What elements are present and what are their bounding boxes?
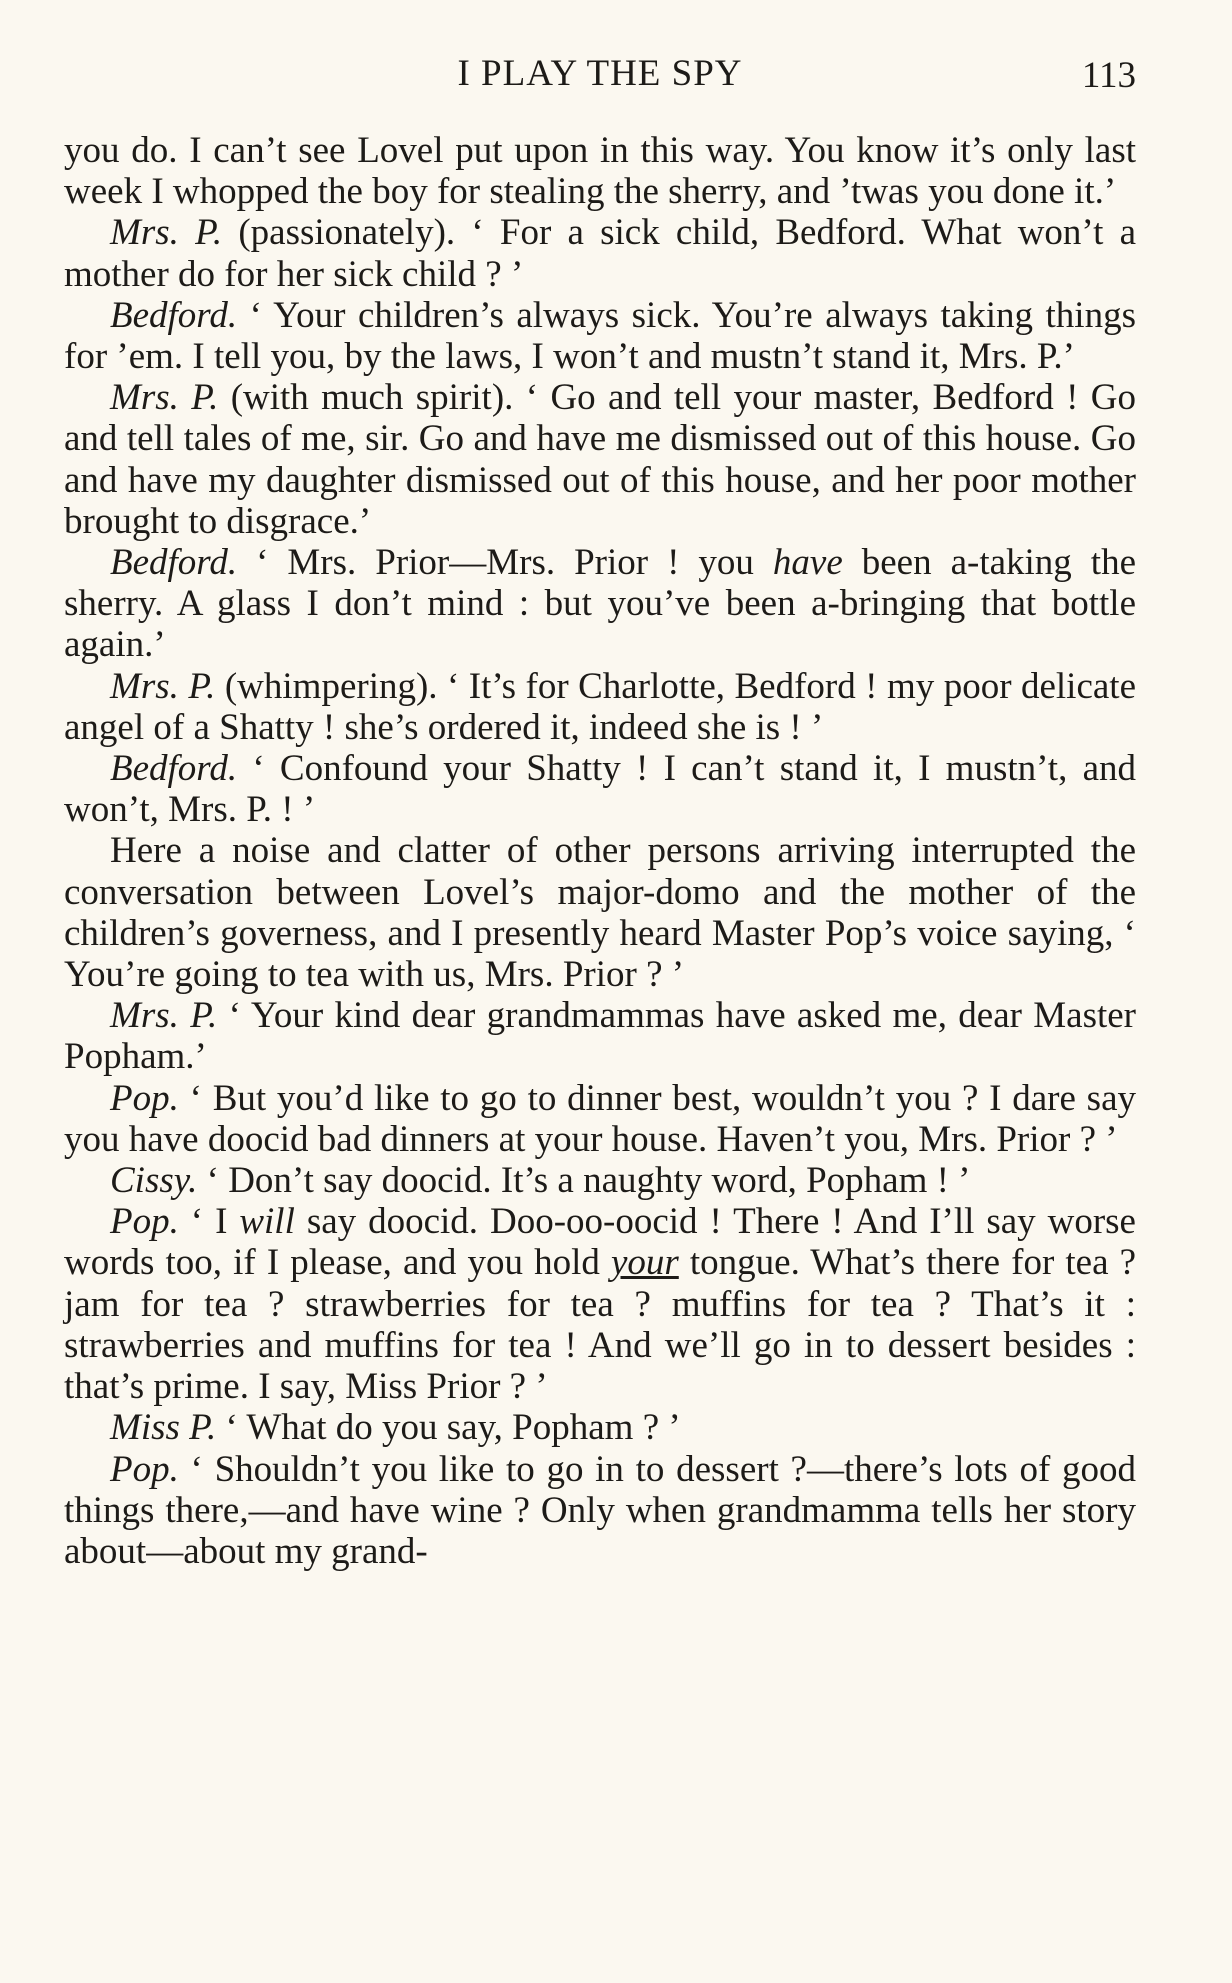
paragraph bbox=[64, 830, 1136, 995]
chapter-title: I PLAY THE SPY bbox=[457, 53, 743, 94]
paragraph bbox=[64, 212, 1136, 294]
speaker-name: Pop. bbox=[110, 1201, 179, 1243]
paragraph bbox=[64, 1160, 1136, 1201]
speaker-name: Pop. bbox=[110, 1077, 179, 1119]
speaker-name: Mrs. P. bbox=[110, 665, 216, 707]
speech-text: (with much spirit). ‘ Go and tell your master, Bedford ! Go and tell tales of me, sir. Go and have me dismissed out of this house. Go and have my daughter dismissed out of this house, and her poor mother brought to disgrace.’ bbox=[64, 377, 1136, 542]
paragraph-text: you do. I can’t see Lovel put upon in this way. You know it’s only last week I whopped the boy for stealing the sherry, and ’twas you done it.’ bbox=[64, 130, 1136, 213]
speech-text: ‘ What do you say, Popham ? ’ bbox=[216, 1407, 681, 1449]
speech-text: ‘ Confound your Shatty ! I can’t stand it, I mustn’t, and won’t, Mrs. P. ! ’ bbox=[64, 748, 1136, 831]
emphasis-text: will bbox=[239, 1201, 295, 1243]
paragraph bbox=[64, 130, 1136, 212]
speaker-name: Pop. bbox=[110, 1448, 179, 1490]
paragraph bbox=[64, 995, 1136, 1077]
emphasis-text: have bbox=[772, 542, 843, 584]
paragraph bbox=[64, 666, 1136, 748]
paragraph bbox=[64, 377, 1136, 542]
running-head bbox=[60, 52, 1140, 102]
speech-text: ‘ Your children’s always sick. You’re always taking things for ’em. I tell you, by the laws, I won’t and mustn’t stand it, Mrs. P.’ bbox=[64, 294, 1136, 378]
speaker-name: Mrs. P. bbox=[110, 995, 218, 1037]
speech-text: ‘ Mrs. Prior—Mrs. Prior ! you bbox=[237, 542, 773, 584]
speaker-name: Mrs. P. bbox=[110, 212, 223, 254]
speech-text: (passionately). ‘ For a sick child, Bedford. What won’t a mother do for her sick child ? ’ bbox=[64, 212, 1136, 295]
speaker-name: Bedford. bbox=[110, 542, 238, 584]
paragraph bbox=[64, 1449, 1136, 1573]
speaker-name: Miss P. bbox=[110, 1407, 217, 1449]
speech-text: been a-taking the sherry. A glass I don’t mind : but you’ve been a-bringing that bottle again.’ bbox=[64, 542, 1136, 666]
speaker-name: Bedford. bbox=[110, 294, 238, 336]
speech-text: (whimpering). ‘ It’s for Charlotte, Bedford ! my poor delicate angel of a Shatty ! she’s ordered it, indeed she is ! ’ bbox=[64, 665, 1136, 748]
paragraph bbox=[64, 1407, 1136, 1448]
paragraph bbox=[64, 295, 1136, 377]
speech-text: ‘ Your kind dear grandmammas have asked me, dear Master Popham.’ bbox=[64, 995, 1137, 1078]
speech-text: tongue. What’s there for tea ? jam for tea ? strawberries for tea ? muffins for tea ? That’s it : strawberries and muffins for tea ! And we’ll go in to dessert besides : that’s prime. I say, Miss Prior ? ’ bbox=[64, 1242, 1136, 1408]
speaker-name: Mrs. P. bbox=[110, 377, 219, 419]
page-number: 113 bbox=[1081, 55, 1136, 96]
paragraph bbox=[64, 542, 1136, 666]
narration-text: Here a noise and clatter of other persons arriving interrupted the conversation between Lovel’s major-domo and the mother of the children’s governess, and I presently heard Master Pop’s voice saying, ‘ You’re going to tea with us, Mrs. Prior ? ’ bbox=[64, 830, 1136, 996]
speech-text: say doocid. Doo-oo-oocid ! There ! And I’ll say worse words too, if I please, and you hold bbox=[64, 1201, 1136, 1284]
paragraph bbox=[64, 1078, 1136, 1160]
paragraph bbox=[64, 748, 1136, 830]
speech-text: ‘ Don’t say doocid. It’s a naughty word, Popham ! ’ bbox=[197, 1160, 971, 1202]
speech-text: ‘ But you’d like to go to dinner best, wouldn’t you ? I dare say you have doocid bad dinners at your house. Haven’t you, Mrs. Prior ? ’ bbox=[64, 1077, 1136, 1160]
paragraph bbox=[64, 1201, 1136, 1407]
body-text bbox=[64, 130, 1136, 1572]
speaker-name: Bedford. bbox=[110, 748, 238, 790]
emphasis-text: your bbox=[610, 1242, 679, 1284]
speech-text: ‘ Shouldn’t you like to go in to dessert ?—there’s lots of good things there,—and have wine ? Only when grandmamma tells her story about—about my grand- bbox=[64, 1448, 1136, 1572]
speech-text: ‘ I bbox=[178, 1201, 240, 1243]
speaker-name: Cissy. bbox=[110, 1160, 198, 1202]
